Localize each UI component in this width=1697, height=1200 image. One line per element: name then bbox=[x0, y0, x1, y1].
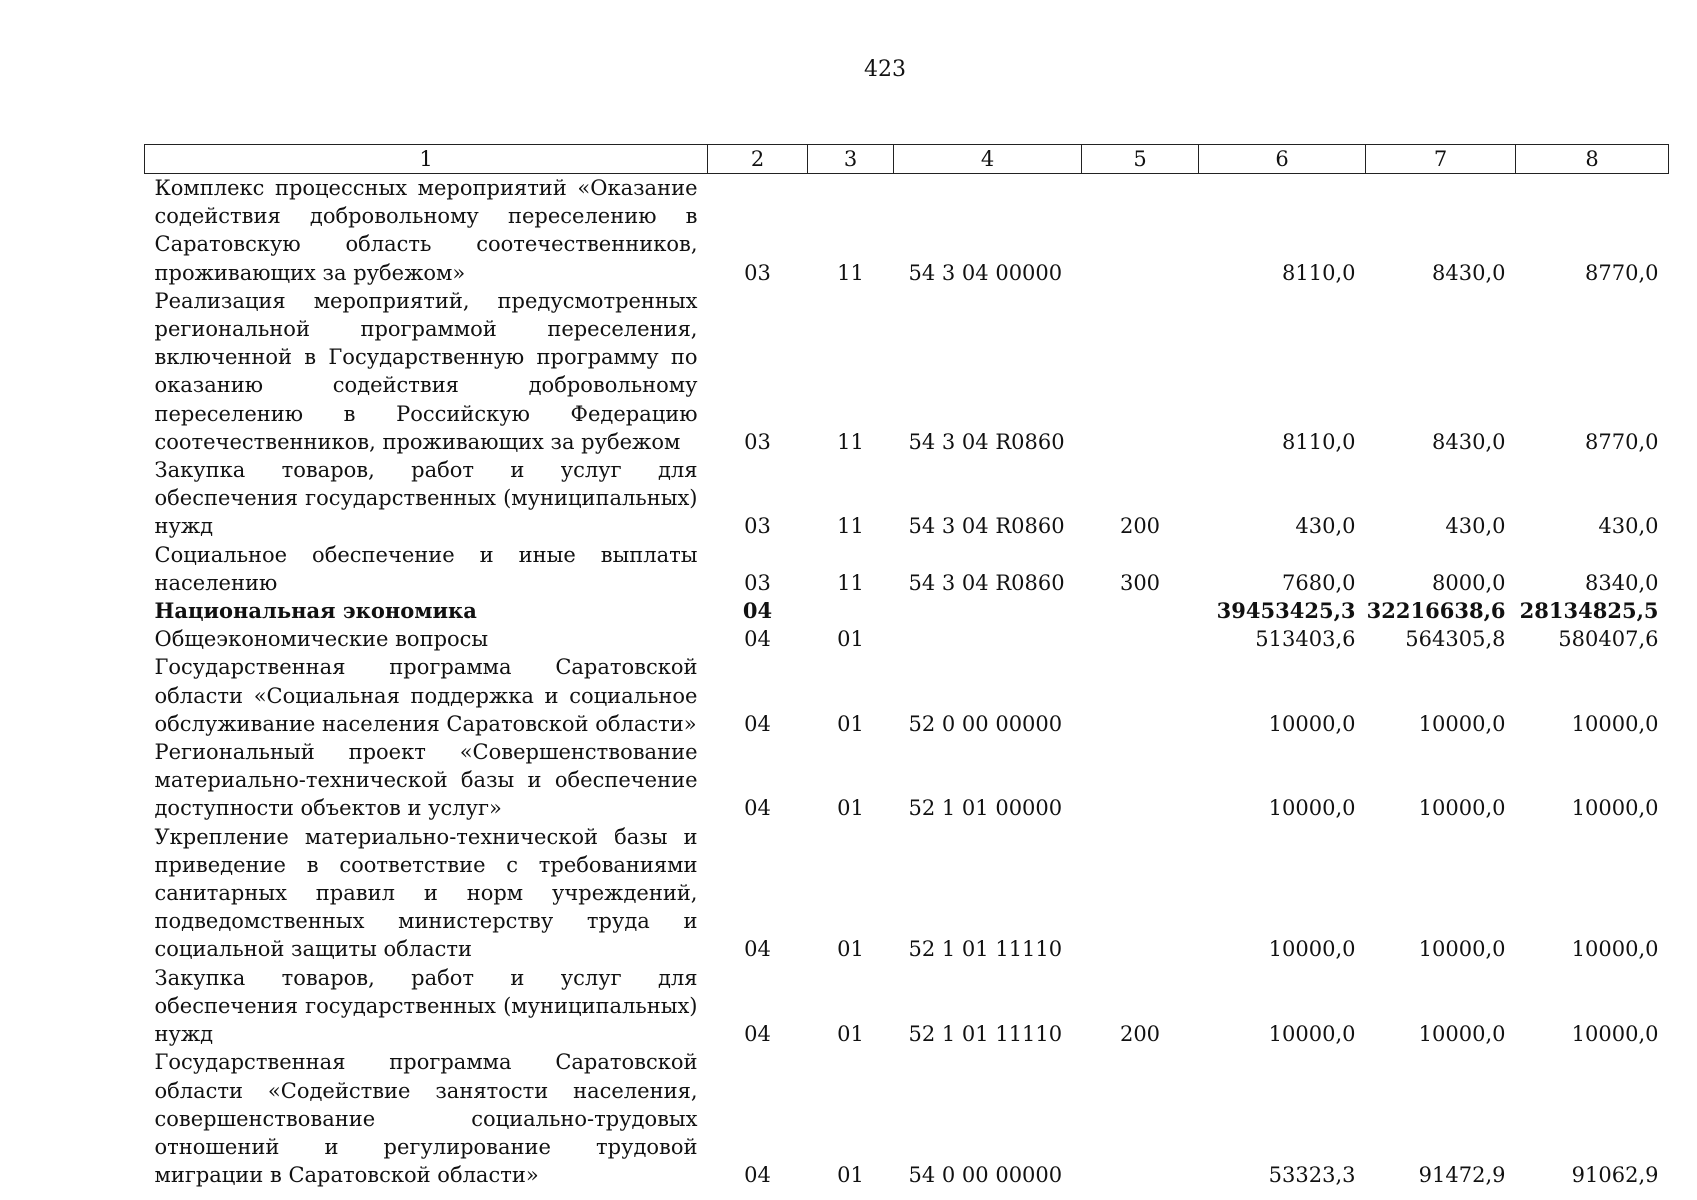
row-section-code: 04 bbox=[744, 1163, 771, 1188]
row-section-code: 04 bbox=[744, 1022, 771, 1047]
row-subsection-code: 11 bbox=[837, 429, 864, 454]
row-expense-type-code bbox=[1082, 653, 1199, 738]
row-section-code: 03 bbox=[744, 260, 771, 285]
row-amount-col-8: 10000,0 bbox=[1571, 1022, 1659, 1047]
row-subsection-code bbox=[808, 597, 894, 625]
header-col-2: 2 bbox=[708, 145, 808, 174]
row-subsection-code: 11 bbox=[837, 260, 864, 285]
table-row bbox=[145, 738, 1669, 823]
row-amount-col-8: 8770,0 bbox=[1585, 260, 1659, 285]
row-amount-col-8: 580407,6 bbox=[1558, 627, 1659, 652]
table-row bbox=[145, 456, 1669, 541]
row-amount-col-7: 10000,0 bbox=[1418, 1022, 1506, 1047]
header-col-5: 5 bbox=[1082, 145, 1199, 174]
row-subsection-code: 01 bbox=[837, 711, 864, 736]
row-subsection-code: 01 bbox=[837, 796, 864, 821]
row-name: Социальное обеспечение и иные выплаты населению bbox=[154, 542, 698, 595]
table-row bbox=[145, 653, 1669, 738]
row-name: Закупка товаров, работ и услуг для обеспечения государственных (муниципальных) нужд bbox=[154, 458, 698, 539]
row-expense-type-code bbox=[1082, 597, 1199, 625]
row-target-article-code bbox=[894, 597, 1082, 625]
table-row bbox=[145, 823, 1669, 964]
row-expense-type-code: 300 bbox=[1119, 570, 1161, 595]
row-section-code: 03 bbox=[744, 570, 771, 595]
row-section-code: 03 bbox=[744, 429, 771, 454]
row-amount-col-7: 8430,0 bbox=[1432, 260, 1506, 285]
row-target-article-code bbox=[894, 625, 1082, 653]
table-row bbox=[145, 541, 1669, 597]
row-amount-col-6: 430,0 bbox=[1295, 514, 1356, 539]
row-section-code: 04 bbox=[744, 627, 771, 652]
row-amount-col-6: 8110,0 bbox=[1282, 429, 1356, 454]
row-amount-col-7: 430,0 bbox=[1445, 514, 1506, 539]
row-amount-col-7: 10000,0 bbox=[1418, 796, 1506, 821]
row-target-article-code: 54 3 04 R0860 bbox=[908, 429, 1065, 454]
row-subsection-code: 11 bbox=[837, 570, 864, 595]
row-target-article-code: 54 3 04 00000 bbox=[908, 260, 1063, 285]
row-target-article-code: 52 0 00 00000 bbox=[908, 711, 1063, 736]
page-number: 423 bbox=[864, 57, 906, 82]
row-subsection-code: 01 bbox=[837, 1022, 864, 1047]
row-name: Комплекс процессных мероприятий «Оказание содействия добровольному переселению в Саратовскую область соотечественников, проживающих за рубежом» bbox=[154, 176, 698, 285]
row-target-article-code: 54 3 04 R0860 bbox=[908, 570, 1065, 595]
row-amount-col-6: 10000,0 bbox=[1268, 796, 1356, 821]
row-amount-col-7: 10000,0 bbox=[1418, 937, 1506, 962]
table-row bbox=[145, 174, 1669, 287]
header-col-4: 4 bbox=[894, 145, 1082, 174]
row-amount-col-8: 10000,0 bbox=[1571, 711, 1659, 736]
row-amount-col-7: 91472,9 bbox=[1418, 1163, 1506, 1188]
row-target-article-code: 54 3 04 R0860 bbox=[908, 514, 1065, 539]
row-section-code: 04 bbox=[744, 796, 771, 821]
row-name: Государственная программа Саратовской области «Содействие занятости населения, совершенствование социально-трудовых отношений и регулирование трудовой миграции в Саратовской области» bbox=[154, 1050, 698, 1188]
row-amount-col-6: 53323,3 bbox=[1268, 1163, 1356, 1188]
row-target-article-code: 52 1 01 11110 bbox=[908, 937, 1063, 962]
row-name: Региональный проект «Совершенствование материально-технической базы и обеспечение доступности объектов и услуг» bbox=[154, 740, 698, 821]
header-col-8: 8 bbox=[1516, 145, 1669, 174]
row-amount-col-6: 10000,0 bbox=[1268, 711, 1356, 736]
row-section-code: 04 bbox=[742, 598, 773, 624]
table-body bbox=[145, 174, 1669, 1190]
row-amount-col-7: 32216638,6 bbox=[1366, 598, 1506, 624]
row-expense-type-code bbox=[1082, 287, 1199, 456]
row-expense-type-code: 200 bbox=[1119, 1022, 1161, 1047]
header-col-6: 6 bbox=[1199, 145, 1366, 174]
row-section-code: 03 bbox=[744, 514, 771, 539]
row-amount-col-7: 10000,0 bbox=[1418, 711, 1506, 736]
row-section-code: 04 bbox=[744, 711, 771, 736]
row-expense-type-code bbox=[1082, 1048, 1199, 1189]
table-row bbox=[145, 964, 1669, 1049]
table-row bbox=[145, 287, 1669, 456]
row-name: Реализация мероприятий, предусмотренных региональной программой переселения, включенной в Государственную программу по оказанию содействия добровольному переселению в Российскую Федерацию соотечественников, проживающих за рубежом bbox=[154, 288, 698, 454]
header-row bbox=[145, 145, 1669, 174]
row-subsection-code: 01 bbox=[837, 937, 864, 962]
row-amount-col-8: 8340,0 bbox=[1585, 570, 1659, 595]
header-col-7: 7 bbox=[1366, 145, 1516, 174]
row-amount-col-7: 564305,8 bbox=[1405, 627, 1506, 652]
row-expense-type-code bbox=[1082, 738, 1199, 823]
row-amount-col-6: 10000,0 bbox=[1268, 937, 1356, 962]
row-amount-col-6: 39453425,3 bbox=[1216, 598, 1356, 624]
table-row bbox=[145, 1048, 1669, 1189]
table-header bbox=[145, 145, 1669, 174]
row-amount-col-8: 28134825,5 bbox=[1519, 598, 1659, 624]
row-amount-col-7: 8000,0 bbox=[1432, 570, 1506, 595]
row-amount-col-7: 8430,0 bbox=[1432, 429, 1506, 454]
row-amount-col-8: 8770,0 bbox=[1585, 429, 1659, 454]
row-target-article-code: 52 1 01 00000 bbox=[908, 796, 1063, 821]
row-name: Общеэкономические вопросы bbox=[154, 627, 489, 652]
row-name: Укрепление материально-технической базы и приведение в соответствие с требованиями санитарных правил и норм учреждений, подведомственных министерству труда и социальной защиты области bbox=[154, 824, 698, 962]
row-expense-type-code bbox=[1082, 174, 1199, 287]
row-amount-col-6: 8110,0 bbox=[1282, 260, 1356, 285]
row-subsection-code: 01 bbox=[837, 627, 864, 652]
header-col-1: 1 bbox=[145, 145, 708, 174]
budget-table bbox=[144, 144, 1669, 1189]
row-amount-col-8: 430,0 bbox=[1598, 514, 1659, 539]
row-name: Национальная экономика bbox=[154, 598, 477, 624]
table-row bbox=[145, 597, 1669, 625]
row-expense-type-code: 200 bbox=[1119, 514, 1161, 539]
row-expense-type-code bbox=[1082, 823, 1199, 964]
row-amount-col-8: 91062,9 bbox=[1571, 1163, 1659, 1188]
table-row bbox=[145, 625, 1669, 653]
row-expense-type-code bbox=[1082, 625, 1199, 653]
row-subsection-code: 01 bbox=[837, 1163, 864, 1188]
row-amount-col-6: 513403,6 bbox=[1255, 627, 1356, 652]
row-amount-col-6: 10000,0 bbox=[1268, 1022, 1356, 1047]
row-target-article-code: 54 0 00 00000 bbox=[908, 1163, 1063, 1188]
row-target-article-code: 52 1 01 11110 bbox=[908, 1022, 1063, 1047]
row-name: Государственная программа Саратовской области «Социальная поддержка и социальное обслуживание населения Саратовской области» bbox=[154, 655, 698, 736]
header-col-3: 3 bbox=[808, 145, 894, 174]
row-name: Закупка товаров, работ и услуг для обеспечения государственных (муниципальных) нужд bbox=[154, 965, 698, 1047]
row-subsection-code: 11 bbox=[837, 514, 864, 539]
row-section-code: 04 bbox=[744, 937, 771, 962]
row-amount-col-6: 7680,0 bbox=[1282, 570, 1356, 595]
row-amount-col-8: 10000,0 bbox=[1571, 796, 1659, 821]
row-amount-col-8: 10000,0 bbox=[1571, 937, 1659, 962]
